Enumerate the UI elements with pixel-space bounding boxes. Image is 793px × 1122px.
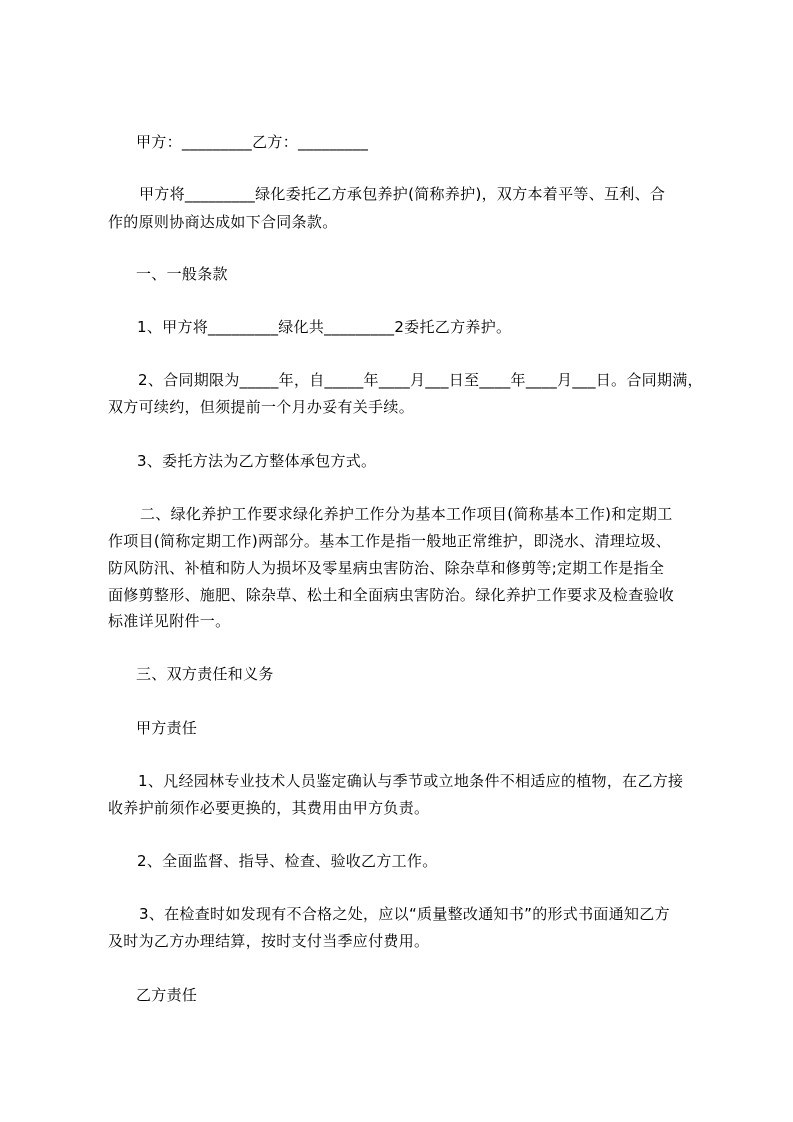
section-1-heading: 一、一般条款 [136, 265, 228, 283]
party-a-item-3-line-2: 及时为乙方办理结算，按时支付当季应付费用。 [108, 932, 430, 950]
party-a-item-2: 2、全面监督、指导、检查、验收乙方工作。 [137, 852, 438, 870]
clause-1-2-line-1: 2、合同期限为_____年，自_____年____月___日至____年____月___日。合同期满， [138, 371, 703, 389]
section-2-line-2: 作项目(简称定期工作)两部分。基本工作是指一般地正常维护，即浇水、清理垃圾、 [108, 532, 672, 550]
intro-paragraph-line-2: 作的原则协商达成如下合同条款。 [108, 213, 338, 231]
party-a-item-3-line-1: 3、在检查时如发现有不合格之处，应以“质量整改通知书”的形式书面通知乙方 [139, 905, 670, 923]
party-b-responsibility-heading: 乙方责任 [136, 986, 198, 1004]
section-2-line-5: 标准详见附件一。 [108, 612, 231, 630]
party-a-item-1-line-1: 1、凡经园林专业技术人员鉴定确认与季节或立地条件不相适应的植物，在乙方接 [138, 772, 684, 790]
section-3-heading: 三、双方责任和义务 [136, 665, 274, 683]
section-2-line-4: 面修剪整形、施肥、除杂草、松土和全面病虫害防治。绿化养护工作要求及检查验收 [108, 586, 675, 604]
clause-1-2-line-2: 双方可续约，但须提前一个月办妥有关手续。 [108, 398, 415, 416]
clause-1-1: 1、甲方将_________绿化共_________2委托乙方养护。 [137, 318, 512, 336]
section-2-line-3: 防风防汛、补植和防人为损坏及零星病虫害防治、除杂草和修剪等;定期工作是指全 [108, 559, 665, 577]
section-2-line-1: 二、绿化养护工作要求绿化养护工作分为基本工作项目(简称基本工作)和定期工 [140, 505, 673, 523]
intro-paragraph-line-1: 甲方将_________绿化委托乙方承包养护(简称养护)，双方本着平等、互利、合 [139, 185, 666, 203]
parties-line: 甲方：_________乙方：_________ [136, 133, 369, 151]
clause-1-3: 3、委托方法为乙方整体承包方式。 [137, 452, 377, 470]
party-a-responsibility-heading: 甲方责任 [136, 719, 198, 737]
party-a-item-1-line-2: 收养护前须作必要更换的，其费用由甲方负责。 [108, 799, 430, 817]
